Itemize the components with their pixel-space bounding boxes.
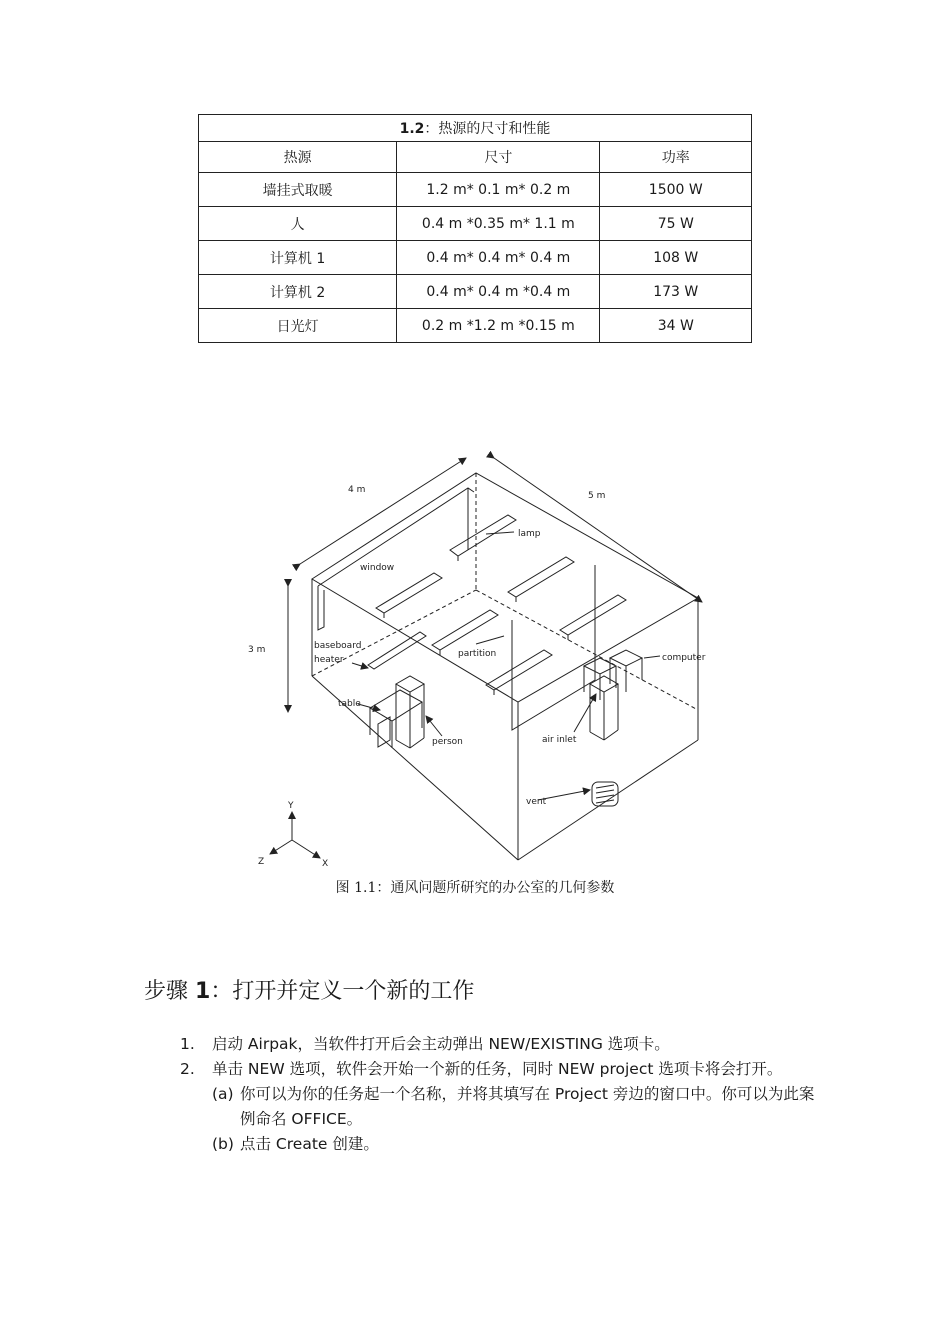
figure-caption: 图 1.1：通风问题所研究的办公室的几何参数 <box>335 880 615 896</box>
sub-list-item <box>180 1082 820 1132</box>
dim-label-4m: 4 m <box>348 485 366 495</box>
sub-list-item <box>180 1132 820 1157</box>
dim-label-5m: 5 m <box>588 491 606 501</box>
table-row <box>199 207 752 241</box>
step-number: 1 <box>195 979 211 1004</box>
cell-power: 1500 W <box>600 173 752 207</box>
cell-power: 75 W <box>600 207 752 241</box>
step-heading <box>144 974 474 1005</box>
vent-label: vent <box>526 797 547 807</box>
computer-label: computer <box>662 653 706 663</box>
list-item <box>180 1057 820 1082</box>
axis-triad <box>270 812 320 858</box>
table-caption-text: ：热源的尺寸和性能 <box>424 121 551 137</box>
table-caption-number: 1.2 <box>399 121 425 137</box>
table-row <box>199 275 752 309</box>
table-label: table <box>338 699 361 709</box>
person-label: person <box>432 737 463 747</box>
cell-size: 0.2 m *1.2 m *0.15 m <box>397 309 600 343</box>
table-row <box>199 241 752 275</box>
cell-size: 0.4 m* 0.4 m *0.4 m <box>397 275 600 309</box>
table-header-row <box>199 142 752 173</box>
cell-source: 墙挂式取暖 <box>199 173 397 207</box>
heat-source-table <box>198 114 752 343</box>
table-row <box>199 173 752 207</box>
axis-z-label: Z <box>258 857 265 867</box>
table-row <box>199 309 752 343</box>
sub-list-text: 点击 Create 创建。 <box>240 1135 379 1153</box>
sub-list-number: (b) <box>212 1135 234 1153</box>
header-size: 尺寸 <box>397 142 600 173</box>
sub-list-number: (a) <box>212 1085 234 1103</box>
axis-y-label: Y <box>288 801 294 811</box>
window-label: window <box>360 563 395 573</box>
list-number: 1. <box>180 1035 195 1053</box>
cell-power: 173 W <box>600 275 752 309</box>
header-power: 功率 <box>600 142 752 173</box>
list-text: 单击 NEW 选项，软件会开始一个新的任务，同时 NEW project 选项卡将会打开。 <box>212 1060 783 1078</box>
header-source: 热源 <box>199 142 397 173</box>
cell-power: 34 W <box>600 309 752 343</box>
heater-label: heater <box>314 655 344 665</box>
cell-size: 0.4 m *0.35 m* 1.1 m <box>397 207 600 241</box>
office-diagram <box>240 440 720 876</box>
lamp-label: lamp <box>518 529 541 539</box>
list-number: 2. <box>180 1060 195 1078</box>
list-text: 启动 Airpak，当软件打开后会主动弹出 NEW/EXISTING 选项卡。 <box>212 1035 670 1053</box>
table-caption <box>199 115 752 142</box>
cell-size: 1.2 m* 0.1 m* 0.2 m <box>397 173 600 207</box>
instruction-list <box>180 1032 820 1157</box>
air-inlet-label: air inlet <box>542 735 577 745</box>
cell-source: 计算机 2 <box>199 275 397 309</box>
cell-power: 108 W <box>600 241 752 275</box>
cell-source: 人 <box>199 207 397 241</box>
sub-list-text: 你可以为你的任务起一个名称，并将其填写在 Project 旁边的窗口中。你可以为此案例命名 OFFICE。 <box>240 1085 815 1128</box>
dim-label-3m: 3 m <box>248 645 266 655</box>
partition-label: partition <box>458 649 497 659</box>
room-top-outline <box>312 473 698 702</box>
list-item <box>180 1032 820 1057</box>
cell-size: 0.4 m* 0.4 m* 0.4 m <box>397 241 600 275</box>
step-prefix: 步骤 <box>144 979 195 1004</box>
office-geometry-figure <box>240 440 720 876</box>
baseboard-label: baseboard <box>314 641 362 651</box>
cell-source: 计算机 1 <box>199 241 397 275</box>
axis-x-label: X <box>322 859 329 869</box>
step-title: ：打开并定义一个新的工作 <box>210 979 475 1004</box>
cell-source: 日光灯 <box>199 309 397 343</box>
